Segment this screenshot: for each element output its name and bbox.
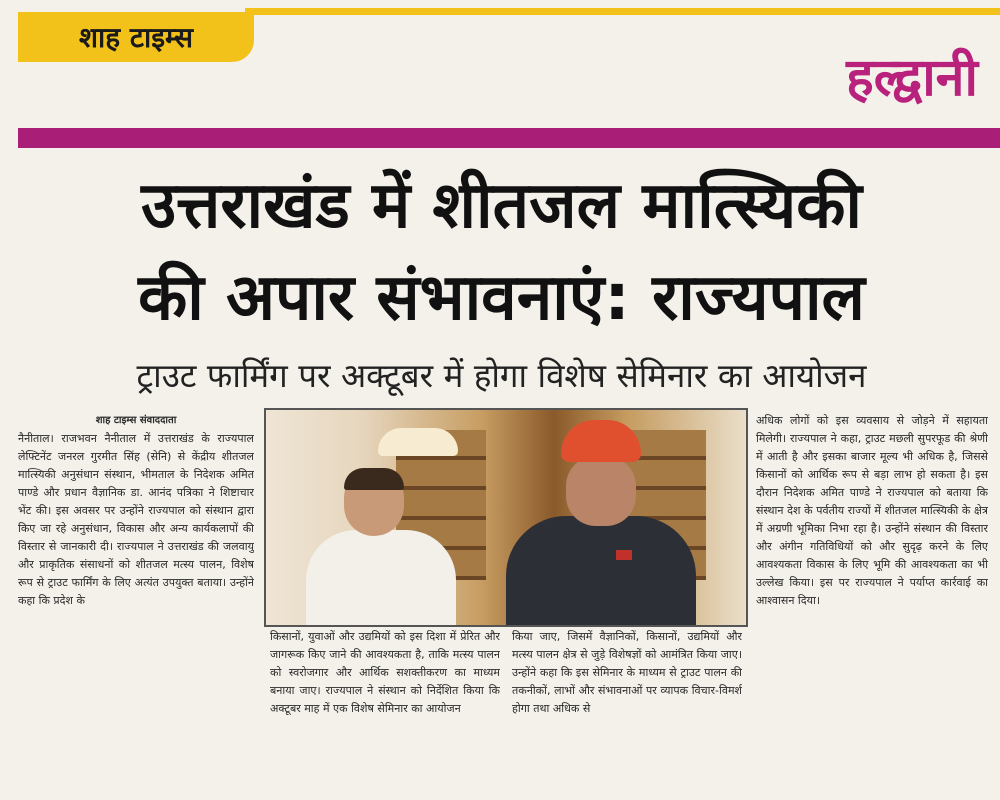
lamp-shade [378,428,458,456]
byline: शाह टाइम्स संवाददाता [95,415,177,426]
article-column-4: अधिक लोगों को इस व्यवसाय से जोड़ने में सहायता मिलेगी। राज्यपाल ने कहा, ट्राउट मछली सुपरफूड की श्रेणी में आती है और इसका बाजार मूल्य भी अधिक है, जिससे किसानों को आर्थिक रूप से बड़ा लाभ हो सकता है। इस दौरान निदेशक अमित पाण्डे ने राज्यपाल को बताया कि संस्थान देश के पर्वतीय राज्यों में शीतजल मात्स्यिकी के क्षेत्र में अग्रणी भूमिका निभा रहा है। उन्होंने संस्थान की विस्तार और अंगीन गतिविधियों को और सुदृढ़ करने के लिए आवश्यकता विकास के लिए भूमि की आवश्यकता का भी उल्लेख किया। इस पर राज्यपाल ने पर्याप्त कार्रवाई का आश्वासन दिया। [756,414,988,607]
article-photo [264,408,748,627]
newspaper-name: शाह टाइम्स [18,12,254,62]
headline-line-2: की अपार संभावनाएं: राज्यपाल [138,261,865,335]
subheadline: ट्राउट फार्मिंग पर अक्टूबर में होगा विशेष सेमिनार का आयोजन [136,356,867,395]
top-yellow-rule [245,8,1000,15]
person-left [306,468,456,627]
article-column-2: किसानों, युवाओं और उद्यमियों को इस दिशा में प्रेरित और जागरूक किए जाने की आवश्यकता है, ताकि मत्स्य पालन को स्वरोजगार और आर्थिक सशक्तीकरण का माध्यम बनाया जाए। राज्यपाल ने संस्थान को निर्देशित किया कि अक्टूबर माह में एक विशेष सेमिनार का आयोजन [270,630,500,715]
person-right-governor [506,420,696,627]
article-column-3: किया जाए, जिसमें वैज्ञानिकों, किसानों, उद्यमियों और मत्स्य पालन क्षेत्र से जुड़े विशेषज्ञों को आमंत्रित किया जाए। उन्होंने कहा कि इस सेमिनार के माध्यम से ट्राउट पालन की तकनीकों, लाभों और संभावनाओं पर व्यापक विचार-विमर्श होगा तथा अधिक से [512,630,742,715]
column-1-text: नैनीताल। राजभवन नैनीताल में उत्तराखंड के राज्यपाल लेफ्टिनेंट जनरल गुरमीत सिंह (सेनि) से केंद्रीय शीतजल मात्स्यिकी अनुसंधान संस्थान, भीमताल के निदेशक अमित पाण्डे और प्रधान वैज्ञानिक डा. आनंद पत्रिका ने शिष्टाचार भेंट की। इस अवसर पर उन्होंने राज्यपाल को संस्थान द्वारा किए जा रहे अनुसंधान, विकास और अन्य कार्यकलापों की विस्तार से जानकारी दी। राज्यपाल ने उत्तराखंड की जलवायु और प्राकृतिक संसाधनों को शीतजल मत्स्य पालन, विशेष रूप से ट्राउट फार्मिंग के लिए अत्यंत उपयुक्त बताया। उन्होंने कहा कि प्रदेश के [18,432,254,607]
section-city: हल्द्वानी [846,48,978,108]
headline [14,160,989,344]
section-divider [18,128,1000,148]
headline-line-1: उत्तराखंड में शीतजल मात्स्यिकी [141,169,862,243]
article-column-1 [18,412,254,800]
